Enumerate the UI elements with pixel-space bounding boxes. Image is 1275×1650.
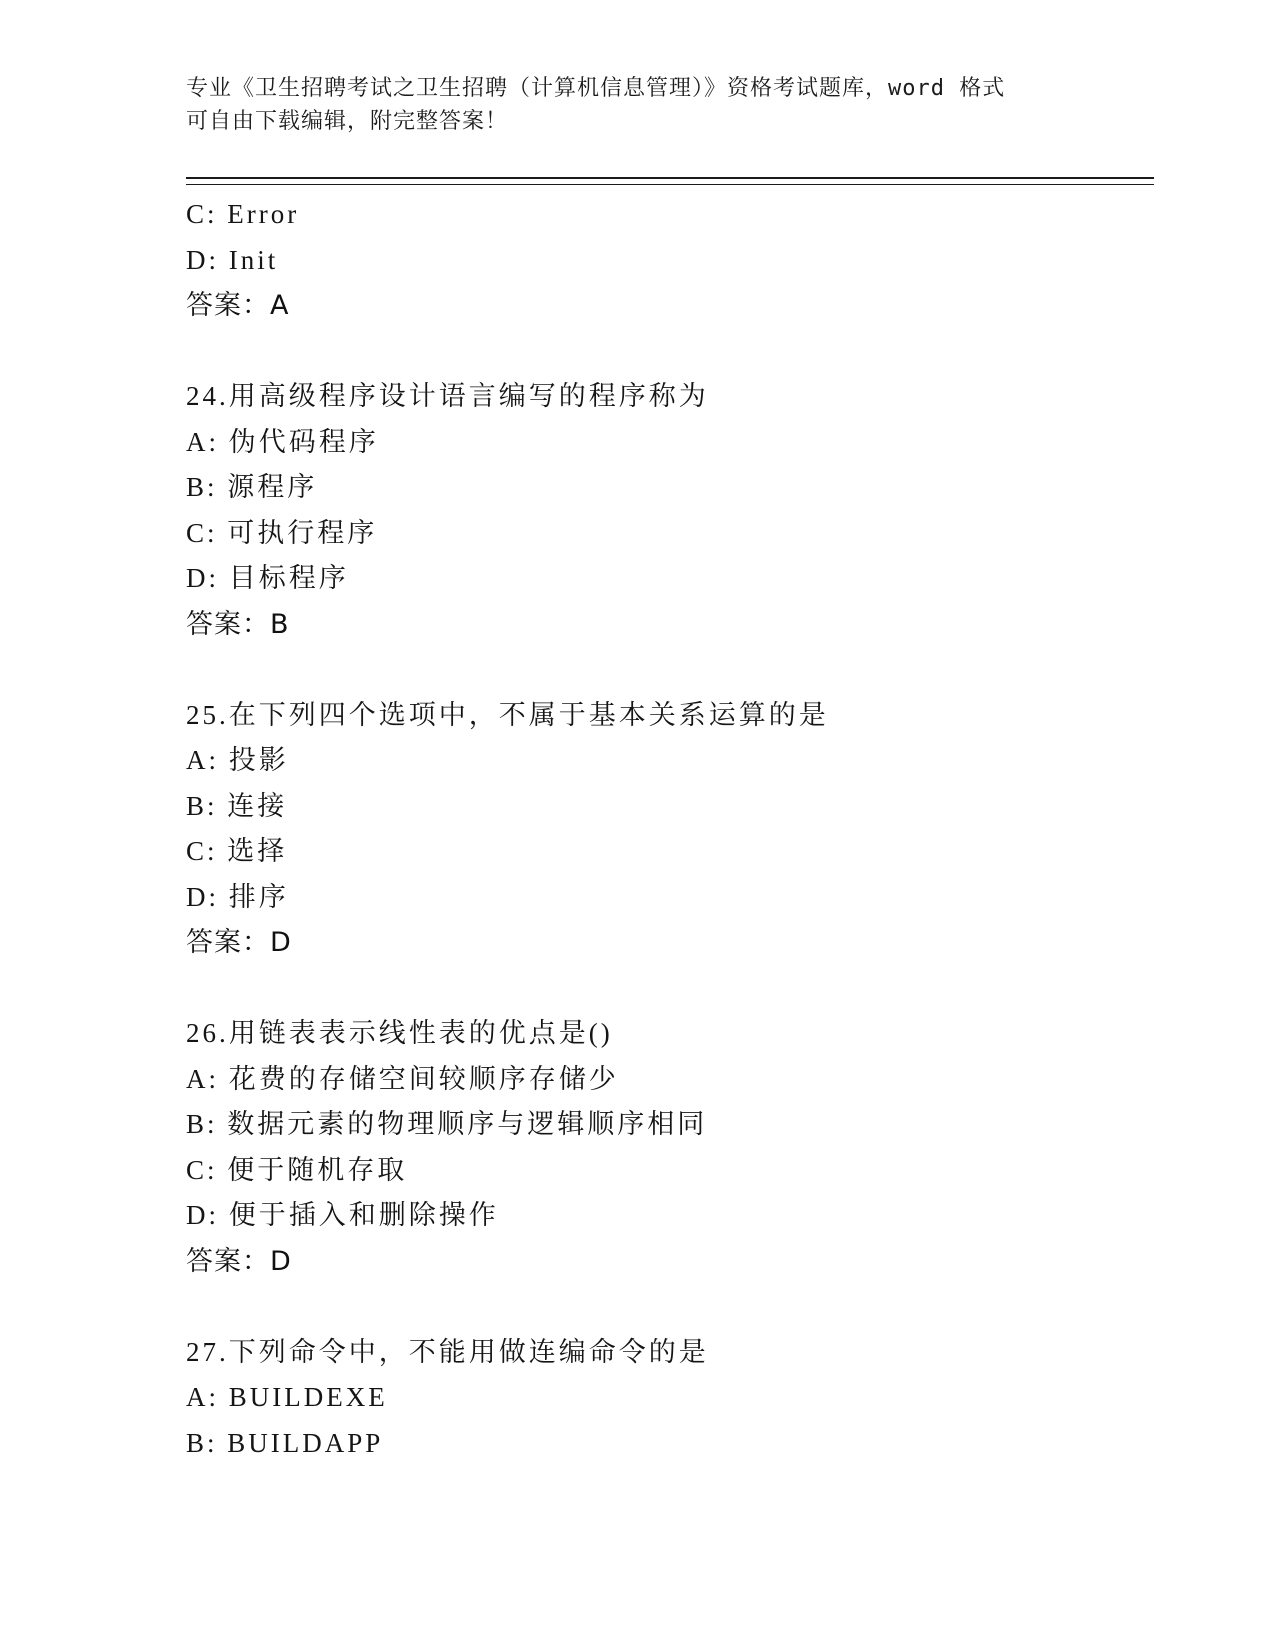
option-a: A: BUILDEXE (186, 1382, 388, 1412)
question-24 (186, 374, 1146, 647)
option-b: B: 数据元素的物理顺序与逻辑顺序相同 (186, 1109, 708, 1139)
question-stem: 26.用链表表示线性表的优点是() (186, 1018, 613, 1048)
option-b: B: BUILDAPP (186, 1427, 384, 1458)
option-a: A: 投影 (186, 745, 289, 775)
question-27 (186, 1330, 1146, 1467)
option-c: C: 选择 (186, 836, 288, 866)
answer-line: 答案：A (186, 290, 290, 321)
option-b: B: 连接 (186, 790, 288, 821)
header-divider (186, 177, 1154, 185)
option-a: A: 花费的存储空间较顺序存储少 (186, 1063, 619, 1094)
header-title-line-1: 专业《卫生招聘考试之卫生招聘（计算机信息管理）》资格考试题库，word 格式 (186, 76, 1006, 101)
answer-line: 答案：D (186, 1245, 292, 1277)
option-a: A: 伪代码程序 (186, 426, 379, 457)
option-d: D: Init (186, 244, 279, 275)
spacer (186, 1284, 1146, 1330)
option-c: C: 可执行程序 (186, 517, 378, 548)
question-26 (186, 1011, 1146, 1284)
answer-line: 答案：D (186, 927, 292, 958)
option-d: D: 目标程序 (186, 563, 349, 593)
option-b: B: 源程序 (186, 472, 318, 502)
spacer (186, 329, 1146, 375)
question-25 (186, 693, 1146, 966)
option-c: C: 便于随机存取 (186, 1154, 408, 1185)
option-d: D: 便于插入和删除操作 (186, 1200, 499, 1230)
question-stem: 24.用高级程序设计语言编写的程序称为 (186, 381, 709, 411)
question-23-continuation (186, 192, 1146, 329)
header-title-line-2: 可自由下载编辑，附完整答案！ (186, 109, 509, 134)
spacer (186, 966, 1146, 1012)
spacer (186, 647, 1146, 693)
option-c: C: Error (186, 199, 300, 229)
document-header (186, 72, 1066, 138)
option-d: D: 排序 (186, 881, 289, 912)
question-stem: 25.在下列四个选项中，不属于基本关系运算的是 (186, 699, 829, 730)
answer-line: 答案：B (186, 608, 290, 640)
question-list (186, 192, 1146, 1466)
question-stem: 27.下列命令中，不能用做连编命令的是 (186, 1336, 709, 1367)
